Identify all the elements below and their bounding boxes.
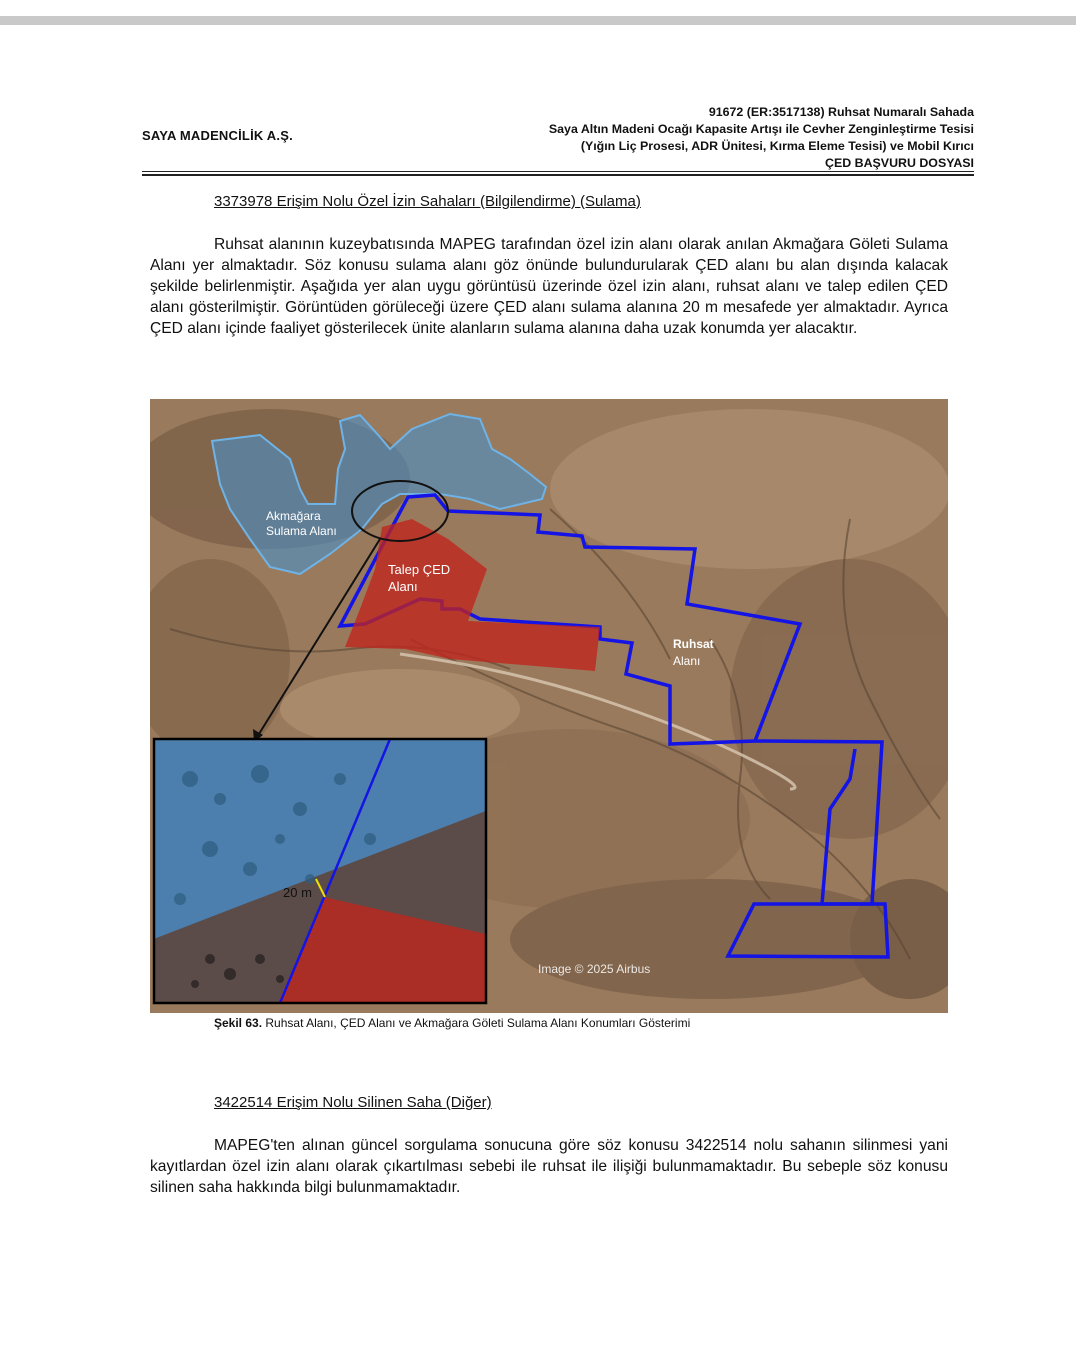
label-ced-alani: Alanı xyxy=(388,579,418,594)
label-akmagara: Akmağara xyxy=(266,509,321,523)
satellite-map-figure xyxy=(150,399,948,1013)
image-credit: Image © 2025 Airbus xyxy=(538,962,651,976)
zoom-inset xyxy=(154,739,486,1003)
header-rule-thick xyxy=(142,174,974,176)
header-line-4: ÇED BAŞVURU DOSYASI xyxy=(825,156,974,170)
label-ruhsat-alani: Alanı xyxy=(673,654,701,668)
figure-caption-text: Ruhsat Alanı, ÇED Alanı ve Akmağara Göleti Sulama Alanı Konumları Gösterimi xyxy=(262,1016,691,1030)
label-ruhsat: Ruhsat xyxy=(673,637,714,651)
paragraph-sulama-text: Ruhsat alanının kuzeybatısında MAPEG tarafından özel izin alanı olarak anılan Akmağara Göleti Sulama Alanı yer almaktadır. Söz konusu sulama alanı göz önünde bulundurularak ÇED alanı bu alan dışında kalacak şekilde belirlenmiştir. Aşağıda yer alan uygu görüntüsü üzerinde özel izin alanı, ruhsat alanı ve talep edilen ÇED alanı gösterilmiştir. Görüntüden görüleceği üzere ÇED alanı sulama alanına 20 m mesafede yer almaktadır. Ayrıca ÇED alanı içinde faaliyet gösterilecek ünite alanların sulama alanına daha uzak konumda yer alacaktır. xyxy=(150,236,948,337)
document-header xyxy=(549,104,974,172)
section-heading-silinen: 3422514 Erişim Nolu Silinen Saha (Diğer) xyxy=(214,1094,492,1111)
label-sulama-alani: Sulama Alanı xyxy=(266,524,337,538)
figure-caption-number: Şekil 63. xyxy=(214,1016,263,1030)
figure-caption xyxy=(214,1016,690,1030)
top-border xyxy=(0,16,1076,25)
label-20m: 20 m xyxy=(283,885,312,900)
paragraph-silinen xyxy=(150,1135,948,1198)
company-name: SAYA MADENCİLİK A.Ş. xyxy=(142,128,293,143)
paragraph-sulama xyxy=(150,234,948,339)
header-rule xyxy=(142,171,974,172)
header-line-1: 91672 (ER:3517138) Ruhsat Numaralı Sahada xyxy=(708,105,974,119)
section-heading-sulama: 3373978 Erişim Nolu Özel İzin Sahaları (Bilgilendirme) (Sulama) xyxy=(214,193,641,210)
header-line-2: Saya Altın Madeni Ocağı Kapasite Artışı ile Cevher Zenginleştirme Tesisi xyxy=(548,122,974,136)
label-talep-ced: Talep ÇED xyxy=(388,562,451,577)
paragraph-silinen-text: MAPEG'ten alınan güncel sorgulama sonucuna göre söz konusu 3422514 nolu sahanın silinmesi yani kayıtlardan özel izin alanı olarak çıkartılması sebebi ile ruhsat ile ilişiği bulunmamaktadır. Bu sebeple söz konusu silinen saha hakkında bilgi bulunmamaktadır. xyxy=(150,1137,948,1196)
header-line-3: (Yığın Liç Prosesi, ADR Ünitesi, Kırma Eleme Tesisi) ve Mobil Kırıcı xyxy=(580,139,974,153)
